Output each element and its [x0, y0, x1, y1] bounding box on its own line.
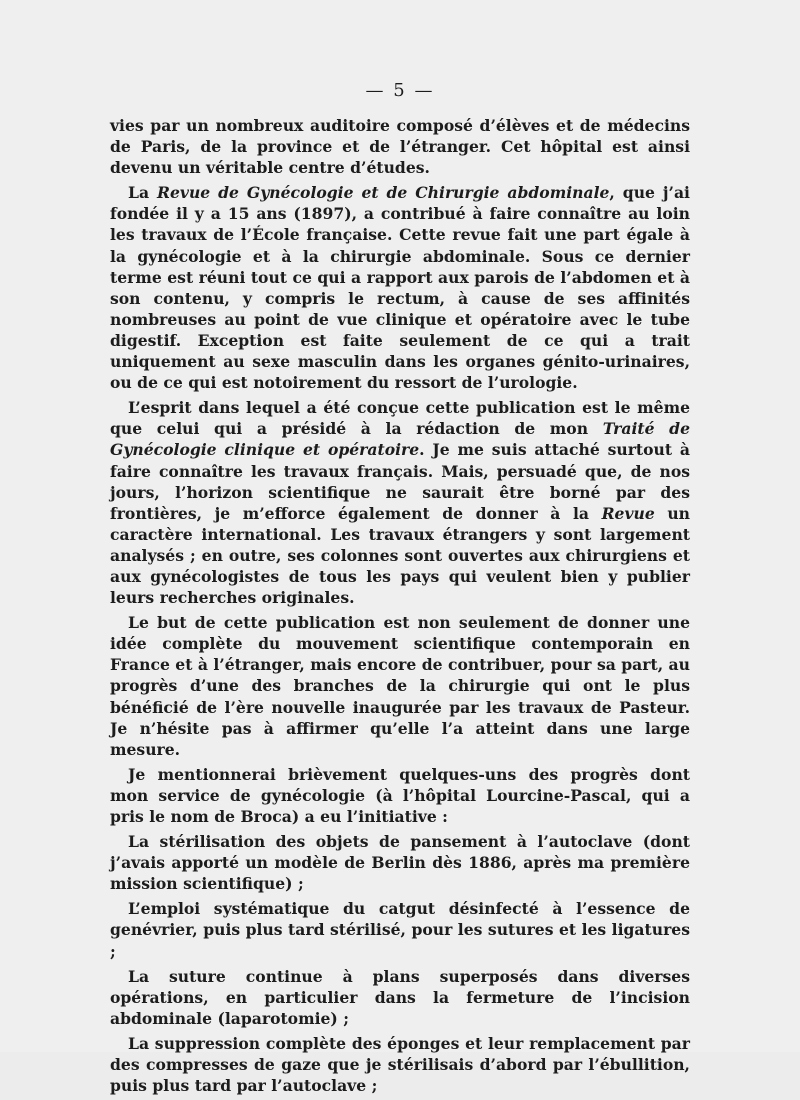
text-run: L’esprit dans lequel a été conçue cette publication est le même que celui qui a présidé à la rédaction de mon [110, 398, 690, 439]
paragraph [110, 182, 690, 393]
italic-title: Revue [601, 503, 655, 523]
text-run: Je mentionnerai brièvement quelques-uns des progrès dont mon service de gynécologie (à l’hôpital Lourcine-Pascal, qui a pris le nom de Broca) a eu l’initiative : [110, 764, 690, 826]
text-run: . Je me suis attaché surtout à faire connaître les travaux français. Mais, persuadé que, de nos jours, l’horizon scientifique ne saurait être borné par des frontières, je m’efforce également de donner à la [110, 440, 690, 523]
text-run: La suture continue à plans superposés dans diverses opérations, en particulier dans la fermeture de l’incision abdominale (laparotomie) ; [110, 966, 690, 1028]
paragraph [110, 115, 690, 178]
paragraph [110, 831, 690, 894]
page-number: — 5 — [365, 80, 435, 101]
italic-title: Revue de Gynécologie et de Chirurgie abdominale [157, 183, 610, 203]
paragraph [110, 764, 690, 827]
text-run: La [128, 183, 158, 203]
paragraph [110, 966, 690, 1029]
text-run: , que j’ai fondée il y a 15 ans (1897), a contribué à faire connaître au loin les travaux de l’École française. Cette revue fait une part égale à la gynécologie et à la chirurgie abdominale. Sous ce dernier terme est réuni tout ce qui a rapport aux parois de l’abdomen et à son contenu, y compris le rectum, à cause de ses affinités nombreuses au point de vue clinique et opératoire avec le tube digestif. Exception est faite seulement de ce qui a trait uniquement au sexe masculin dans les organes génito-urinaires, ou de ce qui est notoirement du ressort de l’urologie. [110, 183, 690, 393]
text-run: un caractère international. Les travaux étrangers y sont largement analysés ; en outre, ses colonnes sont ouvertes aux chirurgiens et aux gynécologistes de tous les pays qui veulent bien y publier leurs recherches originales. [110, 503, 690, 608]
paragraph [110, 1033, 690, 1096]
text-run: La stérilisation des objets de pansement à l’autoclave (dont j’avais apporté un modèle de Berlin dès 1886, après ma première mission scientifique) ; [110, 832, 690, 894]
text-run: L’emploi systématique du catgut désinfecté à l’essence de genévrier, puis plus tard stérilisé, pour les sutures et les ligatures ; [110, 899, 690, 961]
text-run: vies par un nombreux auditoire composé d’élèves et de médecins de Paris, de la province et de l’étranger. Cet hôpital est ainsi devenu un véritable centre d’études. [110, 116, 690, 178]
paragraph [110, 397, 690, 608]
text-run: La suppression complète des éponges et leur remplacement par des compresses de gaze que je stérilisais d’abord par l’ébullition, puis plus tard par l’autoclave ; [110, 1033, 690, 1096]
italic-title: Traité de Gynécologie clinique et opératoire [110, 419, 691, 460]
text-run: Le but de cette publication est non seulement de donner une idée complète du mouvement scientifique contemporain en France et à l’étranger, mais encore de contribuer, pour sa part, au progrès d’une des branches de la chirurgie qui ont le plus bénéficié de l’ère nouvelle inaugurée par les travaux de Pasteur. Je n’hésite pas à affirmer qu’elle l’a atteint dans une large mesure. [110, 613, 690, 759]
paragraph [110, 612, 690, 760]
body-text [110, 115, 690, 1100]
paragraph [110, 898, 690, 961]
